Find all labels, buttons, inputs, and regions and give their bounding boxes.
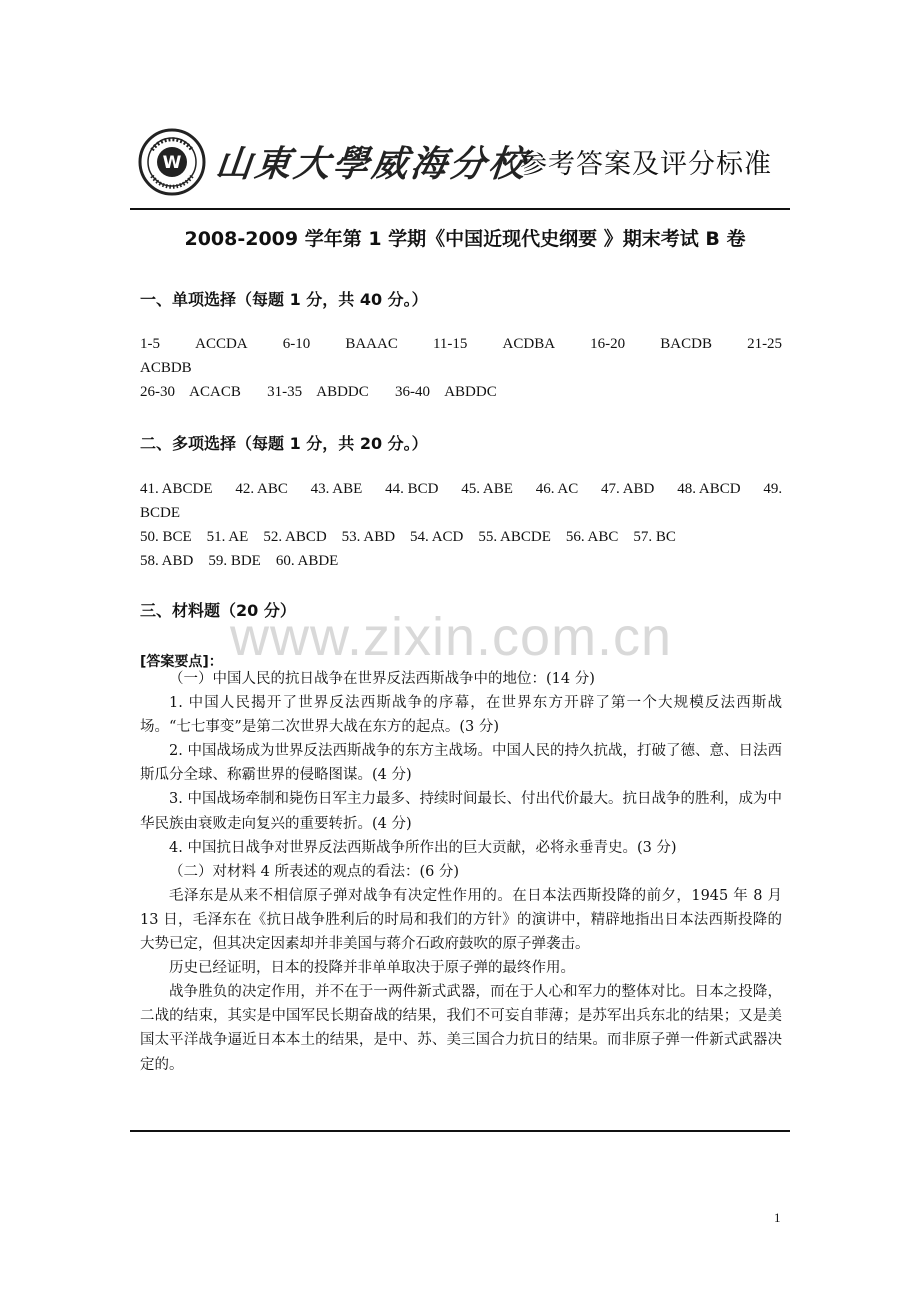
answer-item: 41. ABCDE [140,481,213,497]
answer-range: 1-5 [140,336,160,352]
answer-item: 42. ABC [235,481,288,497]
answer-item: 43. ABE [310,481,363,497]
answer-keys: ACCDA [195,336,248,352]
answer-keys: ACDBA [502,336,556,352]
answer-key-heading: [答案要点]： [140,654,223,670]
section2-heading: 二、多项选择（每题 1 分，共 20 分。） [140,434,428,453]
exam-title: 2008-2009 学年第 1 学期《中国近现代史纲要 》期末考试 B 卷 [184,228,746,250]
section2-answer-row-2: BCDE [140,505,181,521]
answer-item: 49. [763,481,783,497]
section1-answers [140,332,782,404]
paragraph: 1. 中国人民揭开了世界反法西斯战争的序幕，在世界东方开辟了第一个大规模反法西斯战场。“七七事变”是第二次世界大战在东方的起点。(3 分) [140,695,782,736]
section2-answer-row-3: 50. BCE 51. AE 52. ABCD 53. ABD 54. ACD 55. ABCDE 56. ABC 57. BC [140,529,676,545]
answer-item: 45. ABE [461,481,513,497]
document-type: 参考答案及评分标准 [520,149,772,180]
answer-item: 47. ABD [601,481,655,497]
section2-answer-row-4: 58. ABD 59. BDE 60. ABDE [140,553,339,569]
paragraph: 历史已经证明，日本的投降并非单单取决于原子弹的最终作用。 [169,960,575,977]
paragraph: （二）对材料 4 所表述的观点的看法：(6 分) [169,863,460,880]
answer-item: 44. BCD [385,481,439,497]
paragraph: 战争胜负的决定作用，并不在于一两件新式武器，而在于人心和军力的整体对比。日本之投降，二战的结束，其实是中国军民长期奋战的结果，我们不可妄自菲薄；是苏军出兵东北的结果；又是美国太平洋战争逼近日本本土的结果，是中、苏、美三国合力抗日的结果。而非原子弹一件新式武器决定的。 [140,984,782,1073]
paragraph: （一）中国人民的抗日战争在世界反法西斯战争中的地位：(14 分) [169,671,595,687]
answer-item: 46. AC [535,481,579,497]
footer-divider [130,1130,790,1132]
paragraph: 3. 中国战场牵制和毙伤日军主力最多、持续时间最长、付出代价最大。抗日战争的胜利，成为中华民族由衰败走向复兴的重要转折。(4 分) [140,791,782,832]
section1-heading: 一、单项选择（每题 1 分，共 40 分。） [140,290,428,309]
answer-range: 16-20 [590,336,626,352]
paragraph: 毛泽东是从来不相信原子弹对战争有决定性作用的。在日本法西斯投降的前夕，1945 年 8 月 13 日，毛泽东在《抗日战争胜利后的时局和我们的方针》的演讲中，精辟地指出日本法西斯投降的大势已定，但其决定因素却并非美国与蒋介石政府鼓吹的原子弹袭击。 [140,887,782,953]
answer-keys: BAAAC [345,336,398,352]
material-answer-body [140,667,782,1077]
university-seal-logo [138,128,206,196]
answer-range: 21-25 [747,336,783,352]
section2-answers [140,477,782,573]
paragraph: 2. 中国战场成为世界反法西斯战争的东方主战场。中国人民的持久抗战，打破了德、意、日法西斯瓜分全球、称霸世界的侵略图谋。(4 分) [140,743,782,784]
answer-keys: BACDB [660,336,712,352]
page-number: 1 [774,1210,781,1225]
answer-range: 6-10 [282,336,311,352]
school-name: 山東大學威海分校 [213,143,530,185]
section2-answer-row-1 [140,477,782,501]
answer-range: 11-15 [432,336,468,352]
section1-answer-row-3: 26-30 ACACB 31-35 ABDDC 36-40 ABDDC [140,384,497,400]
paragraph: 4. 中国抗日战争对世界反法西斯战争所作出的巨大贡献，必将永垂青史。(3 分) [169,839,677,856]
answer-item: 48. ABCD [677,481,741,497]
section3-heading: 三、材料题（20 分） [140,601,296,620]
section1-answer-row-2: ACBDB [140,360,192,376]
section1-answer-row-1 [140,332,782,356]
header-divider [130,208,790,210]
watermark: www.zixin.com.cn [230,607,673,667]
svg-text:W: W [162,153,182,173]
